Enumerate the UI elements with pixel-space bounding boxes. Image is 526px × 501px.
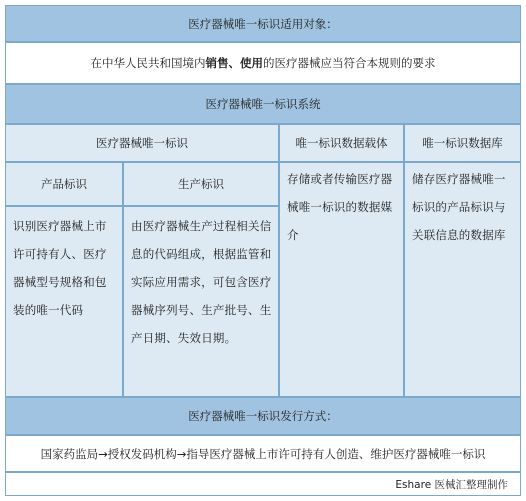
carrier-column-label: 唯一标识数据载体 xyxy=(295,136,388,150)
applicable-scope-title: 医疗器械唯一标识适用对象： xyxy=(188,16,338,31)
carrier-column-header xyxy=(279,124,404,162)
carrier-description-text: 存储或者传输医疗器械唯一标识的数据媒介 xyxy=(287,172,393,242)
issuance-title: 医疗器械唯一标识发行方式： xyxy=(188,409,338,423)
applicable-scope-text: 在中华人民共和国境内销售、使用的医疗器械应当符合本规则的要求 xyxy=(90,56,436,70)
udi-system-title: 医疗器械唯一标识系统 xyxy=(205,97,321,111)
udi-column-label: 医疗器械唯一标识 xyxy=(96,136,188,150)
pi-subheader xyxy=(123,162,279,206)
pi-subheader-label: 生产标识 xyxy=(178,177,224,191)
issuance-body xyxy=(5,435,521,472)
issuance-text: 国家药监局→授权发码机构→指导医疗器械上市许可持有人创造、维护医疗器械唯一标识 xyxy=(40,446,486,461)
database-description xyxy=(404,162,521,397)
carrier-description xyxy=(279,162,404,397)
pi-description xyxy=(123,206,279,397)
di-subheader-label: 产品标识 xyxy=(41,177,87,191)
di-description xyxy=(5,206,123,397)
applicable-scope-body xyxy=(5,42,521,84)
credit-text: Eshare 医械汇整理制作 xyxy=(395,478,508,491)
udi-column-header xyxy=(5,124,279,162)
database-description-text: 储存医疗器械唯一标识的产品标识与关联信息的数据库 xyxy=(412,172,506,242)
di-description-text: 识别医疗器械上市许可持有人、医疗器械型号规格和包装的唯一代码 xyxy=(13,219,107,317)
credit-footer xyxy=(5,472,521,496)
database-column-label: 唯一标识数据库 xyxy=(422,136,503,150)
udi-system-header xyxy=(5,84,521,124)
issuance-header xyxy=(5,397,521,435)
database-column-header xyxy=(404,124,521,162)
applicable-scope-header xyxy=(5,5,521,42)
di-subheader xyxy=(5,162,123,206)
pi-description-text: 由医疗器械生产过程相关信息的代码组成，根据监管和实际应用需求，可包含医疗器械序列号、生产批号、生产日期、失效日期。 xyxy=(131,219,272,345)
